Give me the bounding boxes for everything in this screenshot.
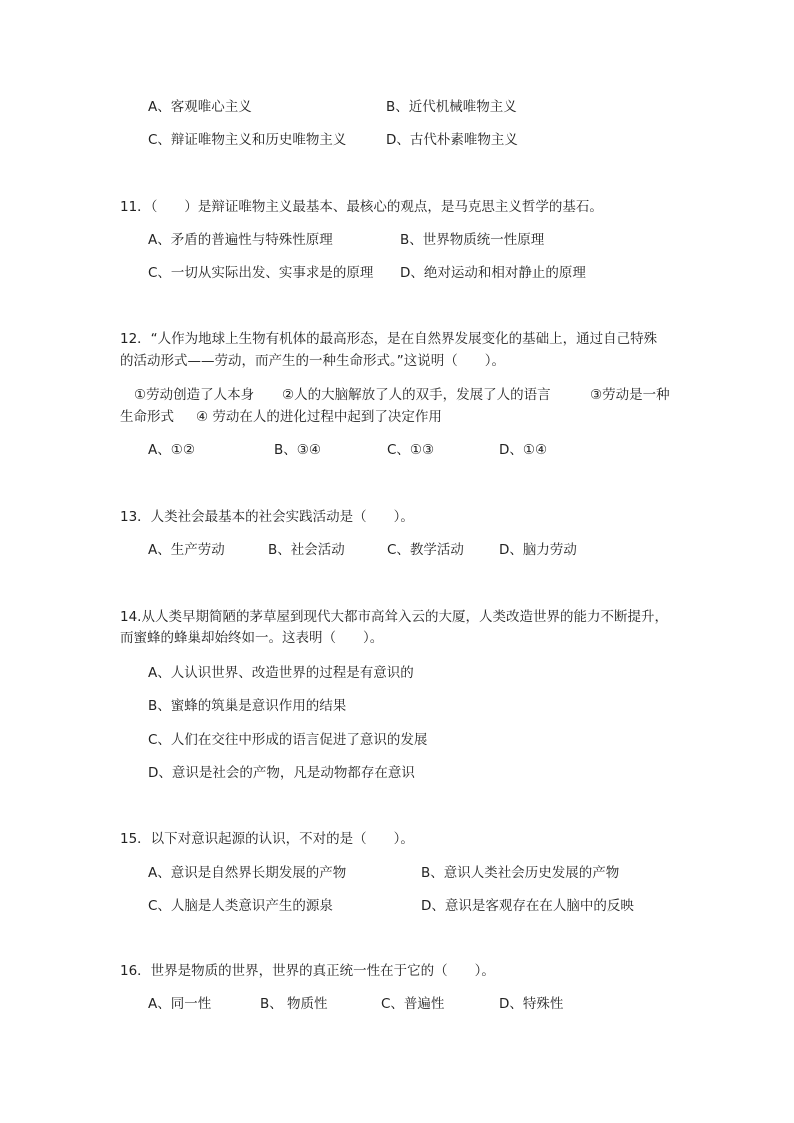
q10-option-a: A、客观唯心主义 <box>148 99 252 115</box>
q12-option-d: D、①④ <box>499 442 548 458</box>
q14-option-a: A、人认识世界、改造世界的过程是有意识的 <box>148 665 414 681</box>
q12-statement-3-cont: 生命形式 <box>120 409 174 425</box>
q16-option-b: B、 物质性 <box>260 996 328 1012</box>
q13-option-d: D、脑力劳动 <box>499 542 577 558</box>
q14-option-b: B、蜜蜂的筑巢是意识作用的结果 <box>148 698 347 714</box>
q11-option-d: D、绝对运动和相对静止的原理 <box>400 265 586 281</box>
q12-stem-line2: 的活动形式——劳动，而产生的一种生命形式。”这说明（ ）。 <box>120 353 505 369</box>
q14-option-c: C、人们在交往中形成的语言促进了意识的发展 <box>148 732 428 748</box>
q13-stem: 13．人类社会最基本的社会实践活动是（ ）。 <box>120 509 414 525</box>
q16-option-d: D、特殊性 <box>499 996 564 1012</box>
q11-stem: 11．（ ）是辩证唯物主义最基本、最核心的观点，是马克思主义哲学的基石。 <box>120 199 603 215</box>
q11-option-b: B、世界物质统一性原理 <box>400 232 545 248</box>
q12-statement-3: ③劳动是一种 <box>590 387 670 403</box>
q12-option-b: B、③④ <box>274 442 321 458</box>
q15-option-d: D、意识是客观存在在人脑中的反映 <box>421 898 634 914</box>
q12-statement-1: ①劳动创造了人本身 <box>134 387 255 403</box>
q12-option-c: C、①③ <box>387 442 435 458</box>
q13-option-b: B、社会活动 <box>268 542 345 558</box>
q11-option-c: C、一切从实际出发、实事求是的原理 <box>148 265 374 281</box>
q12-statement-2: ②人的大脑解放了人的双手，发展了人的语言 <box>282 387 551 403</box>
q13-option-a: A、生产劳动 <box>148 542 225 558</box>
q16-stem: 16．世界是物质的世界，世界的真正统一性在于它的（ ）。 <box>120 963 495 979</box>
q15-stem: 15．以下对意识起源的认识，不对的是（ ）。 <box>120 831 414 847</box>
q12-option-a: A、①② <box>148 442 195 458</box>
q10-option-c: C、辩证唯物主义和历史唯物主义 <box>148 132 347 148</box>
q15-option-b: B、意识人类社会历史发展的产物 <box>421 865 620 881</box>
q12-stem-line1: 12．“人作为地球上生物有机体的最高形态，是在自然界发展变化的基础上，通过自己特殊 <box>120 331 658 347</box>
q10-option-b: B、近代机械唯物主义 <box>386 99 517 115</box>
q14-stem-line1: 14.从人类早期简陋的茅草屋到现代大都市高耸入云的大厦，人类改造世界的能力不断提升， <box>120 609 668 625</box>
q12-statement-4: ④ 劳动在人的进化过程中起到了决定作用 <box>196 409 442 425</box>
q13-option-c: C、教学活动 <box>387 542 464 558</box>
q16-option-c: C、普遍性 <box>381 996 445 1012</box>
q10-option-d: D、古代朴素唯物主义 <box>386 132 518 148</box>
q14-stem-line2: 而蜜蜂的蜂巢却始终如一。这表明（ ）。 <box>120 630 384 646</box>
q14-option-d: D、意识是社会的产物，凡是动物都存在意识 <box>148 765 415 781</box>
q15-option-a: A、意识是自然界长期发展的产物 <box>148 865 347 881</box>
q11-option-a: A、矛盾的普遍性与特殊性原理 <box>148 232 333 248</box>
q16-option-a: A、同一性 <box>148 996 212 1012</box>
q15-option-c: C、人脑是人类意识产生的源泉 <box>148 898 333 914</box>
